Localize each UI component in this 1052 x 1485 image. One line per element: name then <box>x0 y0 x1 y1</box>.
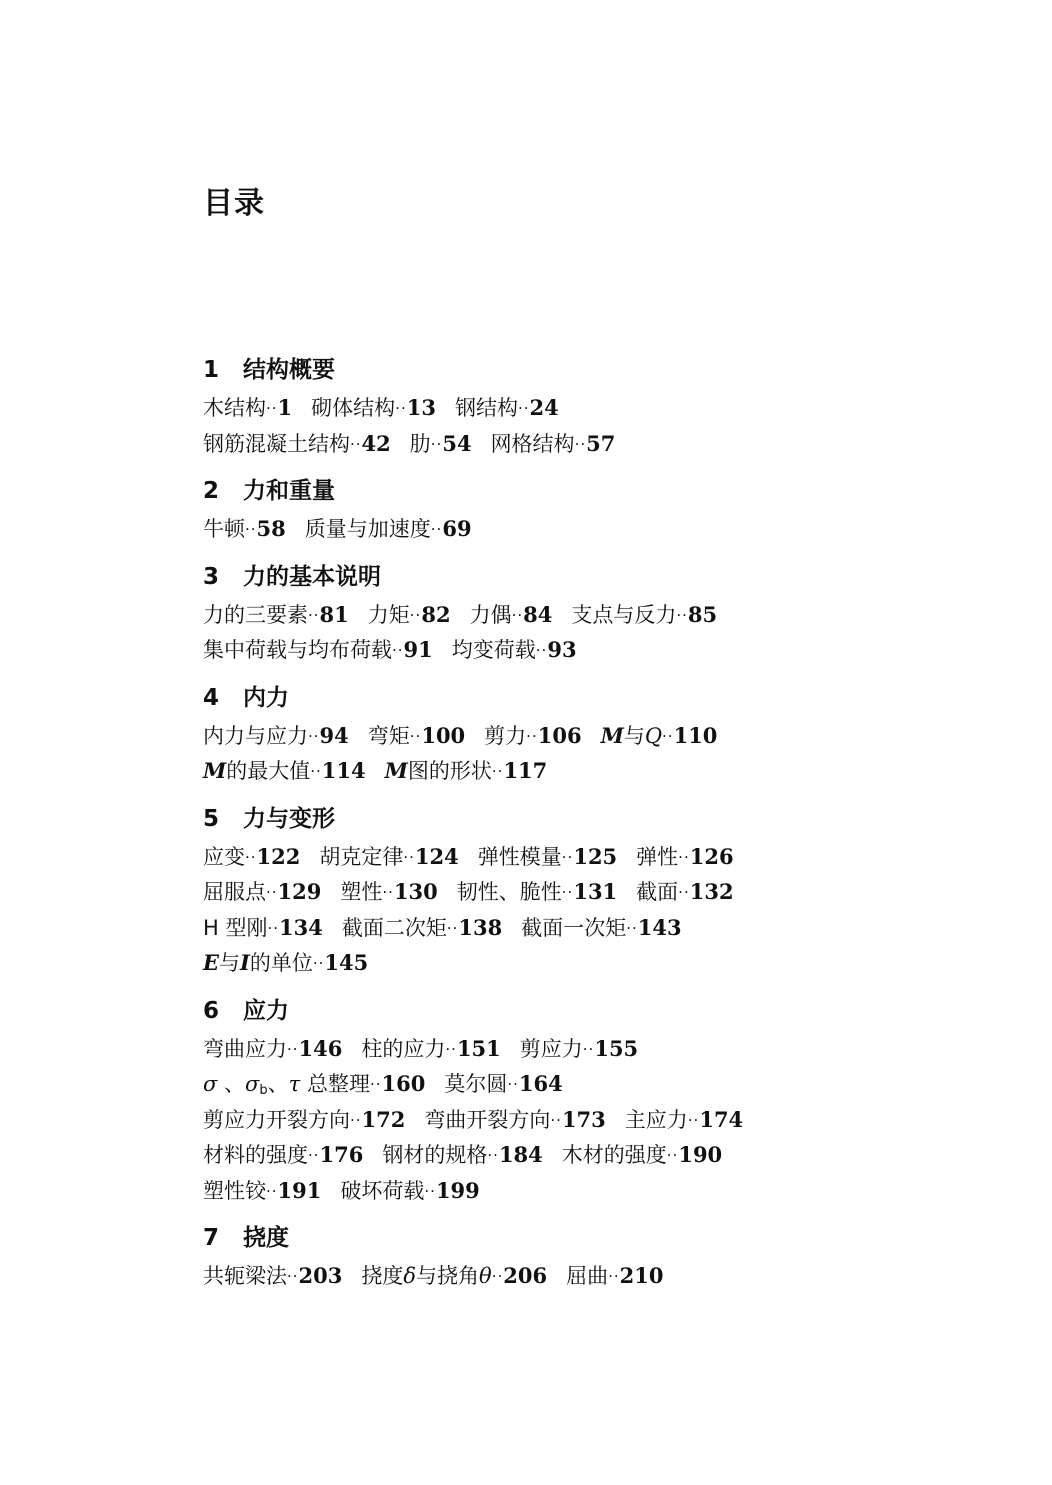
entry-title: 集中荷载与均布荷载 <box>203 638 392 662</box>
page-number: 145 <box>324 950 369 975</box>
leader-dots: ·· <box>308 1146 320 1165</box>
entry-title: 弯矩 <box>367 723 410 748</box>
page-number: 160 <box>381 1071 426 1096</box>
math-symbol: σ <box>245 1072 260 1096</box>
leader-dots: ·· <box>409 726 422 745</box>
entry-title: H 型刚 <box>203 915 268 940</box>
entry-title: 截面二次矩 <box>341 915 447 940</box>
entry-title: 内力与应力 <box>203 723 308 748</box>
page-number: 146 <box>298 1035 343 1061</box>
leader-dots: ·· <box>267 918 280 937</box>
leader-dots: ·· <box>409 605 422 624</box>
math-symbol: θ <box>479 1264 492 1288</box>
leader-dots: ·· <box>403 847 415 866</box>
toc-entry <box>478 839 617 876</box>
toc-section <box>203 471 1003 547</box>
math-symbol: I <box>240 950 250 975</box>
page-number: 129 <box>277 879 322 904</box>
leader-dots: ·· <box>517 399 530 418</box>
entry-title: 柱的应力 <box>361 1036 446 1061</box>
leader-dots: ·· <box>582 1039 595 1058</box>
entry-title: 弯曲开裂方向 <box>424 1107 551 1132</box>
entry-text: 、 <box>267 1072 289 1096</box>
entry-line <box>203 1031 1003 1067</box>
page-number: 125 <box>573 843 618 869</box>
section-name: 挠度 <box>243 1225 289 1251</box>
toc-entry <box>452 632 577 669</box>
toc-entry <box>361 1258 547 1295</box>
section-number: 7 <box>203 1225 220 1251</box>
toc-entry <box>203 1102 405 1139</box>
entry-line <box>203 632 1003 668</box>
entry-title: 砌体结构 <box>311 396 396 420</box>
toc-entry <box>410 426 472 463</box>
toc-entry <box>424 1102 605 1139</box>
page-number: 131 <box>573 879 618 904</box>
entry-title: 屈曲 <box>566 1264 609 1288</box>
entry-line <box>203 910 1003 946</box>
entry-title: 弹性模量 <box>477 844 562 869</box>
leader-dots: ·· <box>392 641 404 660</box>
section-number: 4 <box>203 684 220 711</box>
entry-title: 木材的强度 <box>561 1143 667 1167</box>
entry-line <box>203 753 1003 789</box>
page-number: 191 <box>277 1177 322 1203</box>
toc-entry <box>342 910 502 947</box>
page-number: 143 <box>637 914 682 940</box>
page-number: 117 <box>503 758 548 783</box>
page-number: 114 <box>321 758 366 783</box>
entry-title: 力偶 <box>469 602 512 627</box>
leader-dots: ·· <box>430 434 443 453</box>
toc-entry <box>203 1258 342 1295</box>
math-symbol: M <box>203 758 227 783</box>
math-symbol: M <box>600 722 624 748</box>
entry-title: 网格结构 <box>490 431 575 456</box>
leader-dots: ·· <box>287 1267 299 1286</box>
entry-title <box>601 724 662 748</box>
entry-title: 胡克定律 <box>319 844 404 869</box>
toc-entry <box>340 1173 479 1210</box>
leader-dots: ·· <box>310 762 322 781</box>
section-name: 应力 <box>243 997 289 1024</box>
toc-entry <box>203 910 323 947</box>
entry-title: 木结构 <box>203 396 266 420</box>
leader-dots: ·· <box>245 847 257 866</box>
entry-line <box>203 1258 1003 1294</box>
page-number: 57 <box>586 430 616 456</box>
page-number: 106 <box>537 722 582 748</box>
page-number: 130 <box>393 879 438 904</box>
entry-line <box>203 597 1003 633</box>
leader-dots: ·· <box>445 1039 457 1058</box>
section-heading <box>203 799 1003 839</box>
toc-entry <box>455 390 559 427</box>
math-subscript: b <box>259 1083 268 1098</box>
section-number: 3 <box>203 563 220 590</box>
toc-entry <box>311 390 436 427</box>
toc-entry <box>203 839 300 876</box>
leader-dots: ·· <box>676 605 688 624</box>
page-number: 94 <box>319 722 349 748</box>
toc-entry <box>203 1031 342 1068</box>
entry-title: 肋 <box>409 431 431 456</box>
page-number: 124 <box>414 843 459 869</box>
entry-title: 塑性铰 <box>203 1178 266 1203</box>
math-symbol: τ <box>288 1072 301 1096</box>
entry-title: 截面一次矩 <box>521 915 627 940</box>
toc-entry <box>484 718 581 755</box>
entry-title: 质量与加速度 <box>304 517 431 541</box>
toc-section <box>203 678 1003 789</box>
toc-entry <box>319 839 458 876</box>
page-number: 93 <box>547 637 577 662</box>
toc-entry <box>368 718 465 755</box>
entry-text: 的单位 <box>249 951 313 975</box>
entry-title <box>203 759 310 783</box>
entry-title: 均变荷载 <box>451 638 536 662</box>
math-symbol: δ <box>403 1264 417 1288</box>
page-number: 176 <box>319 1142 364 1167</box>
page-number: 110 <box>673 722 718 748</box>
entry-title: 牛顿 <box>203 517 245 541</box>
leader-dots: ·· <box>550 1110 562 1129</box>
entry-title: 支点与反力 <box>571 602 677 627</box>
leader-dots: ·· <box>678 847 690 866</box>
entry-line <box>203 1102 1003 1138</box>
entry-title: 破坏荷载 <box>340 1178 425 1203</box>
entry-title: 主应力 <box>624 1107 688 1132</box>
section-number: 6 <box>203 997 220 1024</box>
table-of-contents <box>203 350 1003 1304</box>
leader-dots: ·· <box>287 1039 299 1058</box>
section-name: 内力 <box>243 684 289 711</box>
section-number: 1 <box>203 357 220 383</box>
leader-dots: ·· <box>266 1181 278 1200</box>
leader-dots: ·· <box>430 520 443 539</box>
leader-dots: ·· <box>626 918 638 937</box>
math-symbol: Q <box>644 723 663 748</box>
section-name: 力和重量 <box>243 478 335 504</box>
section-name: 力与变形 <box>243 805 335 832</box>
math-symbol: σ <box>203 1072 218 1096</box>
entry-line <box>203 511 1003 547</box>
page-number: 100 <box>421 722 466 748</box>
entry-line <box>203 390 1003 426</box>
toc-entry <box>203 874 321 911</box>
page-number: 132 <box>689 879 734 904</box>
entry-line <box>203 1066 1003 1102</box>
toc-entry <box>305 511 472 548</box>
section-heading <box>203 991 1003 1031</box>
entry-title: 莫尔圆 <box>444 1072 508 1096</box>
section-number: 5 <box>203 805 220 832</box>
toc-section <box>203 799 1003 981</box>
section-name: 力的基本说明 <box>243 563 381 590</box>
toc-entry <box>203 632 433 669</box>
toc-entry <box>203 511 286 548</box>
page-number: 151 <box>456 1035 501 1061</box>
page-number: 126 <box>689 843 734 869</box>
page-number: 84 <box>523 601 553 627</box>
page-number: 42 <box>361 430 391 456</box>
toc-section <box>203 350 1003 461</box>
toc-section <box>203 991 1003 1209</box>
leader-dots: ·· <box>308 605 320 624</box>
entry-title: 力矩 <box>367 602 410 627</box>
entry-text: 图的形状 <box>407 759 492 783</box>
entry-title: 共轭梁法 <box>203 1264 287 1288</box>
entry-line <box>203 945 1003 981</box>
page-number: 155 <box>594 1035 639 1061</box>
entry-title <box>203 1072 370 1096</box>
entry-title: 剪应力开裂方向 <box>203 1107 350 1132</box>
page-title: 目录 <box>203 186 265 221</box>
page-number: 174 <box>699 1106 744 1132</box>
page-number: 172 <box>361 1106 406 1132</box>
page-number: 85 <box>687 601 718 627</box>
entry-line <box>203 1137 1003 1173</box>
leader-dots: ·· <box>382 883 394 902</box>
section-number: 2 <box>203 478 220 504</box>
leader-dots: ·· <box>487 1146 499 1165</box>
leader-dots: ·· <box>350 1110 362 1129</box>
page-number: 122 <box>256 843 301 869</box>
page-number: 91 <box>403 637 433 662</box>
toc-entry <box>203 1137 363 1174</box>
section-heading <box>203 471 1003 511</box>
entry-title: 力的三要素 <box>203 602 308 627</box>
toc-entry <box>382 1137 542 1174</box>
entry-line <box>203 839 1003 875</box>
toc-entry <box>636 839 733 876</box>
section-heading <box>203 678 1003 718</box>
toc-entry <box>521 910 681 947</box>
leader-dots: ·· <box>678 883 690 902</box>
section-heading <box>203 1218 1003 1258</box>
entry-text: 挠度 <box>361 1264 404 1288</box>
leader-dots: ·· <box>608 1267 620 1286</box>
entry-title: 弹性 <box>636 844 679 869</box>
leader-dots: ·· <box>687 1110 700 1129</box>
toc-entry <box>566 1258 663 1295</box>
page-number: 190 <box>678 1142 723 1167</box>
page-number: 134 <box>279 914 323 940</box>
toc-entry <box>636 874 733 911</box>
leader-dots: ·· <box>662 726 674 745</box>
page-number: 203 <box>298 1263 343 1288</box>
page-number: 24 <box>529 395 559 420</box>
page-number: 13 <box>406 395 436 420</box>
entry-title: 弯曲应力 <box>203 1036 287 1061</box>
toc-entry <box>470 597 553 634</box>
toc-entry <box>491 426 616 463</box>
entry-title: 屈服点 <box>203 880 266 904</box>
leader-dots: ·· <box>491 1267 504 1286</box>
page-number: 138 <box>458 914 503 940</box>
toc-entry <box>203 426 391 463</box>
page-number: 58 <box>256 516 286 541</box>
section-name: 结构概要 <box>243 357 335 383</box>
toc-entry <box>368 597 451 634</box>
toc-entry <box>562 1137 722 1174</box>
toc-entry <box>203 1173 321 1210</box>
section-heading <box>203 557 1003 597</box>
toc-entry <box>601 718 718 755</box>
leader-dots: ·· <box>535 641 548 660</box>
toc-entry <box>340 874 437 911</box>
math-symbol: E <box>203 950 220 975</box>
section-heading <box>203 350 1003 390</box>
page-number: 164 <box>518 1071 563 1096</box>
entry-title <box>385 759 492 783</box>
toc-entry <box>361 1031 500 1068</box>
page-number: 210 <box>619 1263 664 1288</box>
page-number: 206 <box>503 1263 548 1288</box>
page-number: 184 <box>498 1142 543 1167</box>
entry-title: 剪力 <box>484 723 527 748</box>
toc-entry <box>520 1031 638 1068</box>
leader-dots: ·· <box>308 726 320 745</box>
entry-title: 应变 <box>203 844 245 869</box>
leader-dots: ·· <box>350 434 362 453</box>
leader-dots: ·· <box>561 883 574 902</box>
toc-entry <box>203 945 368 982</box>
page-number: 1 <box>277 395 293 420</box>
entry-title: 钢结构 <box>454 396 518 420</box>
leader-dots: ·· <box>574 434 587 453</box>
toc-entry <box>203 597 349 634</box>
entry-title: 韧性、脆性 <box>456 880 562 904</box>
toc-entry <box>625 1102 743 1139</box>
entry-title: 塑性 <box>340 880 383 904</box>
leader-dots: ·· <box>424 1181 436 1200</box>
entry-title: 钢筋混凝土结构 <box>203 431 350 456</box>
page-number: 81 <box>319 601 349 627</box>
leader-dots: ·· <box>266 399 278 418</box>
entry-line <box>203 718 1003 754</box>
entry-text: 与挠角 <box>416 1264 480 1288</box>
toc-entry <box>444 1066 562 1103</box>
toc-entry <box>203 390 292 427</box>
toc-entry <box>571 597 717 634</box>
page-number: 69 <box>442 516 472 541</box>
entry-title: 钢材的规格 <box>382 1143 488 1167</box>
entry-title: 剪应力 <box>519 1036 583 1061</box>
entry-text: 总整理 <box>300 1072 370 1096</box>
page-number: 54 <box>442 430 472 456</box>
page-number: 82 <box>421 601 451 627</box>
entry-title: 截面 <box>636 880 679 904</box>
leader-dots: ·· <box>526 726 538 745</box>
leader-dots: ·· <box>369 1075 382 1094</box>
math-symbol: M <box>384 758 408 783</box>
entry-line <box>203 874 1003 910</box>
toc-entry <box>457 874 617 911</box>
leader-dots: ·· <box>507 1075 519 1094</box>
entry-title <box>361 1264 491 1288</box>
leader-dots: ·· <box>312 954 325 973</box>
page-number: 173 <box>561 1106 606 1132</box>
entry-line <box>203 1173 1003 1209</box>
toc-section <box>203 557 1003 668</box>
toc-entry <box>203 718 349 755</box>
leader-dots: ·· <box>511 605 524 624</box>
leader-dots: ·· <box>666 1146 679 1165</box>
entry-title: 材料的强度 <box>203 1143 308 1167</box>
leader-dots: ·· <box>245 520 257 539</box>
toc-entry <box>385 753 548 790</box>
entry-text: 与 <box>219 951 241 975</box>
entry-line <box>203 426 1003 462</box>
entry-text: 的最大值 <box>226 759 311 783</box>
leader-dots: ·· <box>266 883 278 902</box>
leader-dots: ·· <box>446 918 459 937</box>
toc-entry <box>203 753 366 790</box>
entry-text: 、 <box>217 1072 246 1096</box>
leader-dots: ·· <box>491 762 504 781</box>
leader-dots: ·· <box>561 847 574 866</box>
leader-dots: ·· <box>395 399 407 418</box>
entry-text: 与 <box>623 723 645 748</box>
page-number: 199 <box>435 1177 480 1203</box>
entry-title <box>203 951 313 975</box>
toc-section <box>203 1218 1003 1294</box>
